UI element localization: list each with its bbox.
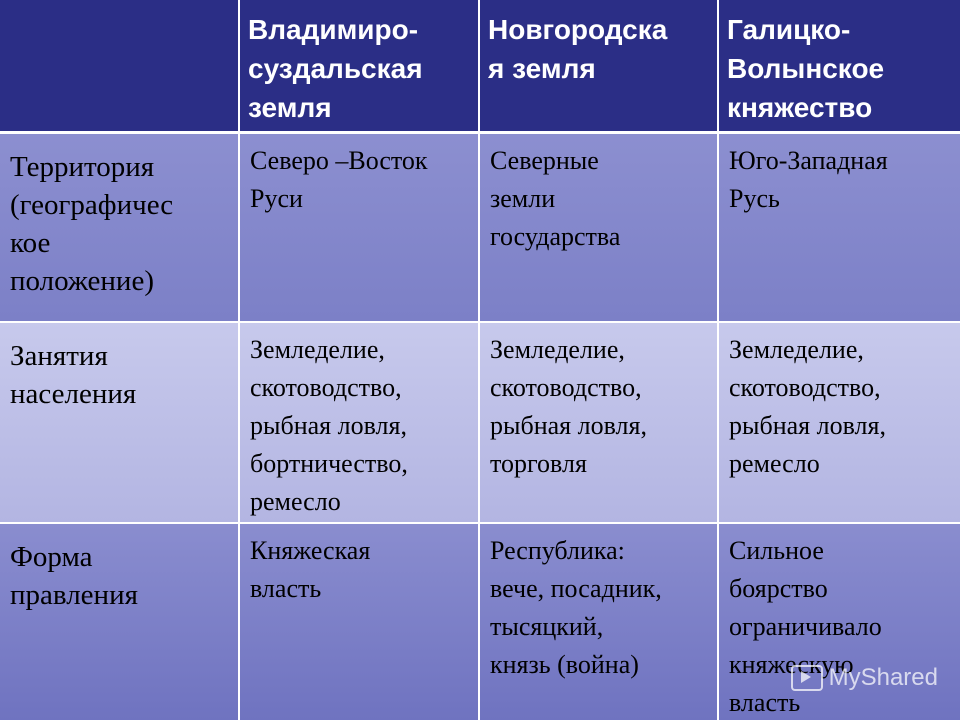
header-corner-cell [0, 0, 240, 134]
header-vladimir-suzdal: Владимиро- суздальская земля [240, 0, 480, 134]
cell-territory-galicia: Юго-Западная Русь [719, 134, 960, 323]
cell-occupations-novgorod: Земледелие, скотоводство, рыбная ловля, торговля [480, 323, 719, 524]
watermark-text: MyShared [828, 664, 938, 691]
row-label-occupations: Занятия населения [0, 323, 240, 524]
header-galicia-volhynia: Галицко- Волынское княжество [719, 0, 960, 134]
cell-government-vladimir: Княжеская власть [240, 524, 480, 720]
row-label-government: Форма правления [0, 524, 240, 720]
cell-government-galicia: Сильное боярство ограничивало княжескую власть [719, 524, 960, 720]
header-novgorod: Новгородска я земля [480, 0, 719, 134]
watermark [791, 664, 938, 692]
cell-territory-novgorod: Северные земли государства [480, 134, 719, 323]
play-icon [791, 665, 823, 691]
cell-occupations-galicia: Земледелие, скотоводство, рыбная ловля, ремесло [719, 323, 960, 524]
row-label-territory: Территория (географичес кое положение) [0, 134, 240, 323]
cell-government-novgorod: Республика: вече, посадник, тысяцкий, князь (война) [480, 524, 719, 720]
cell-occupations-vladimir: Земледелие, скотоводство, рыбная ловля, бортничество, ремесло [240, 323, 480, 524]
cell-territory-vladimir: Северо –Восток Руси [240, 134, 480, 323]
